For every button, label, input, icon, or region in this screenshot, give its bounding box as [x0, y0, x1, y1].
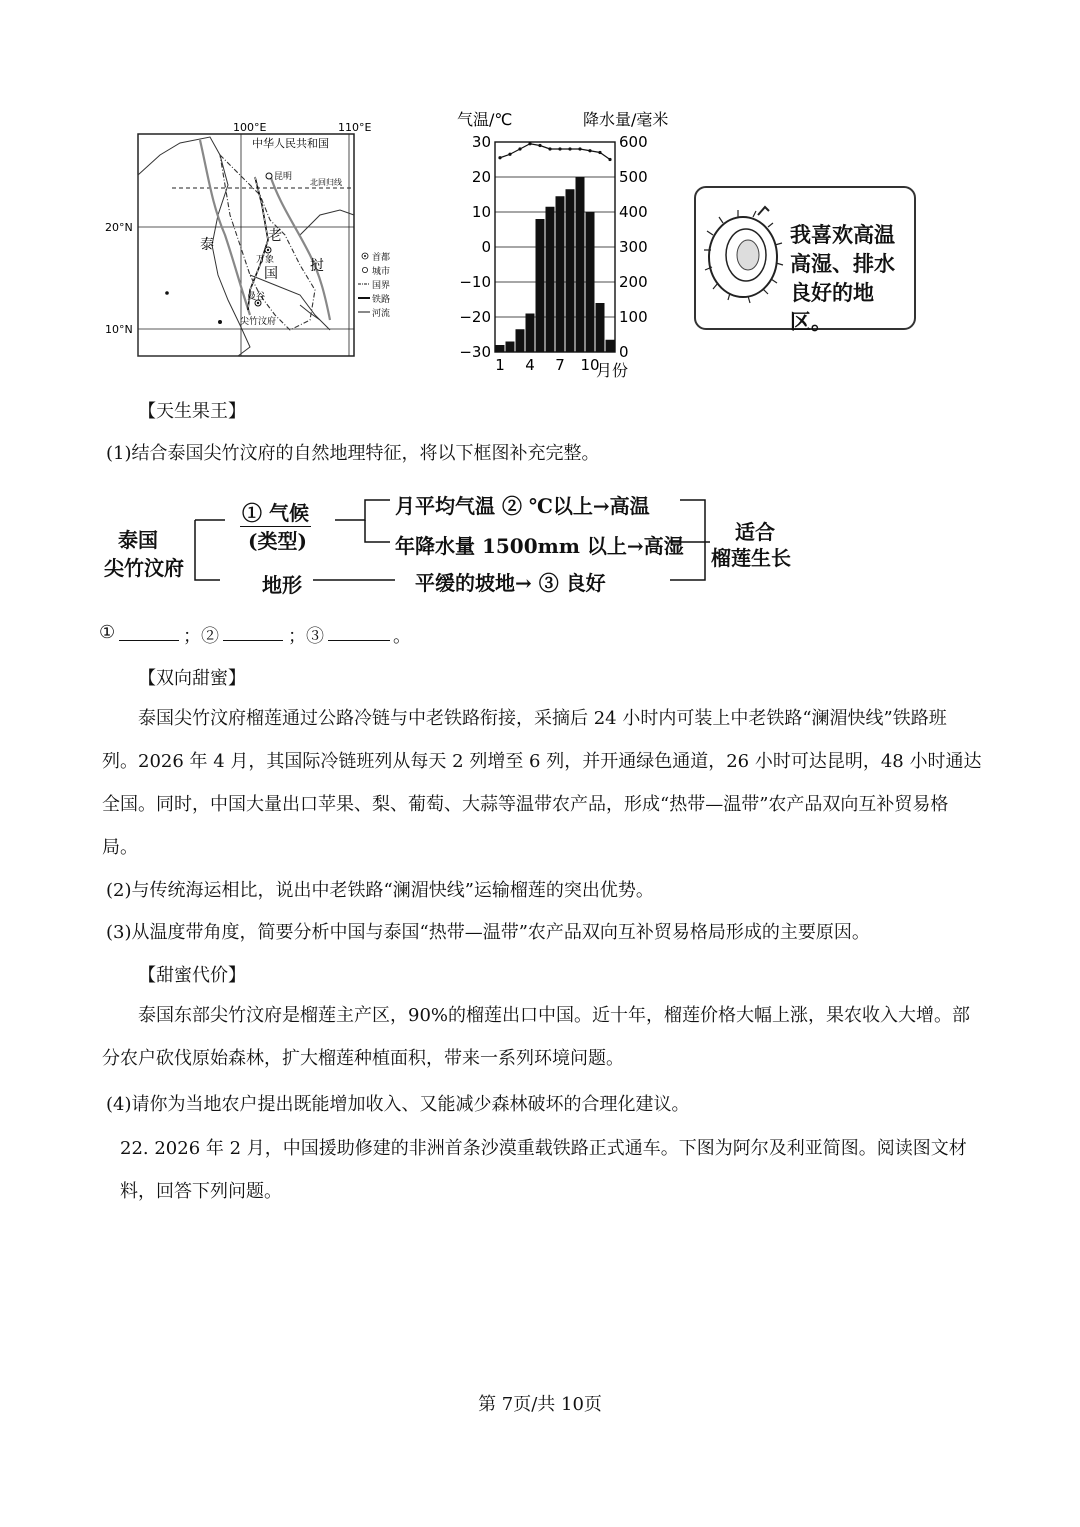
- blank-label-1: ①: [99, 622, 116, 643]
- lon-label: 100°E: [233, 121, 267, 134]
- map-label-vientiane: 万象: [256, 255, 275, 265]
- precip-tick-label: 0: [619, 343, 629, 361]
- legend-river: 河流: [372, 309, 391, 319]
- lon-label: 110°E: [338, 121, 372, 134]
- flow-climate: ① 气候: [240, 497, 311, 527]
- precip-tick-label: 400: [619, 203, 648, 221]
- flow-result: 适合: [735, 520, 775, 544]
- precip-bar: [536, 219, 545, 352]
- legend-border: 国界: [372, 281, 391, 291]
- precip-bar: [516, 329, 525, 352]
- precip-tick-label: 200: [619, 273, 648, 291]
- legend-railway: 铁路: [372, 295, 391, 305]
- answer-blank-2[interactable]: [223, 640, 283, 641]
- map-label-thai: 国: [264, 266, 278, 282]
- precip-bar: [506, 342, 515, 353]
- blank-end: 。: [393, 626, 411, 647]
- precip-bar: [566, 189, 575, 352]
- precip-bar: [606, 340, 615, 352]
- lat-label: 20°N: [105, 221, 133, 234]
- temp-point: [508, 153, 511, 156]
- precip-bar: [556, 196, 565, 352]
- paragraph-material-3: 泰国东部尖竹汶府是榴莲主产区，90%的榴莲出口中国。近十年，榴莲价格大幅上涨，果农收入大增。部分农户砍伐原始森林，扩大榴莲种植面积，带来一系列环境问题。: [102, 1005, 971, 1069]
- temp-point: [608, 158, 611, 161]
- temp-point: [538, 144, 541, 147]
- temp-tick-label: −30: [459, 343, 491, 361]
- question-1: (1)结合泰国尖竹汶府的自然地理特征，将以下框图补充完整。: [106, 443, 600, 464]
- temp-point: [568, 147, 571, 150]
- temp-point: [498, 156, 501, 159]
- question-2: (2)与传统海运相比，说出中老铁路“澜湄快线”运输榴莲的突出优势。: [106, 880, 654, 901]
- temperature-line: [500, 144, 610, 160]
- month-tick-label: 4: [525, 356, 535, 374]
- map-legend: [358, 251, 390, 319]
- temp-point: [588, 149, 591, 152]
- temp-point: [578, 147, 581, 150]
- temp-tick-label: −20: [459, 308, 491, 326]
- flow-precip-line: 年降水量 1500mm 以上→高湿: [395, 534, 684, 558]
- section-title-3: 【甜蜜代价】: [138, 965, 246, 986]
- month-tick-label: 10: [580, 356, 600, 374]
- map-label-tropic: 北回归线: [310, 178, 342, 187]
- flow-result: 榴莲生长: [711, 546, 791, 570]
- precip-tick-label: 600: [619, 133, 648, 151]
- flow-climate-type: (类型): [248, 529, 307, 553]
- x-axis-unit: 月份: [596, 361, 629, 380]
- flow-temp-line: 月平均气温 ② ℃以上→高温: [395, 494, 650, 518]
- temp-point: [558, 147, 561, 150]
- climate-chart: [450, 105, 690, 380]
- precip-tick-label: 500: [619, 168, 648, 186]
- month-tick-label: 1: [495, 356, 505, 374]
- map-label-bangkok: 曼谷: [247, 292, 266, 302]
- question-4: (4)请你为当地农户提出既能增加收入、又能减少森林破坏的合理化建议。: [106, 1094, 690, 1115]
- paragraph-material-2: 泰国尖竹汶府榴莲通过公路冷链与中老铁路衔接，采摘后 24 小时内可装上中老铁路“澜湄快线”铁路班列。2026 年 4 月，其国际冷链班列从每天 2 列增至 6 列，并开通绿色通道，26 小时可达昆明，48 小时通达全国。同时，中国大量出口苹果、梨、葡萄、大蒜等温带农产品，形成“热带—温带”农产品双向互补贸易格局。: [102, 708, 982, 858]
- map-label-lao: 老: [268, 228, 282, 244]
- legend-city: 城市: [372, 267, 391, 277]
- thailand-map: [100, 115, 391, 365]
- flow-terrain-line: 平缓的坡地→ ③ 良好: [415, 571, 606, 595]
- answer-blank-3[interactable]: [328, 640, 390, 641]
- temp-tick-label: −10: [459, 273, 491, 291]
- temp-tick-label: 20: [471, 168, 491, 186]
- durian-icon: [703, 205, 785, 305]
- section-title-1: 【天生果王】: [138, 401, 246, 422]
- answer-blank-1[interactable]: [119, 640, 179, 641]
- map-label-chanthaburi: 尖竹汶府: [240, 317, 277, 327]
- page-footer: 第 7页/共 10页: [478, 1394, 602, 1415]
- precip-bar: [576, 177, 585, 352]
- temp-tick-label: 0: [481, 238, 491, 256]
- precip-bar: [586, 212, 595, 352]
- durian-speech-text: 我喜欢高温高湿、排水良好的地区。: [790, 222, 895, 334]
- map-label-lao: 挝: [310, 258, 324, 274]
- temp-point: [548, 147, 551, 150]
- precip-bar: [526, 314, 535, 353]
- temp-tick-label: 30: [471, 133, 491, 151]
- map-label-china: 中华人民共和国: [252, 137, 329, 150]
- precip-bar: [546, 207, 555, 352]
- temp-point: [518, 147, 521, 150]
- chart-title-precip: 降水量/毫米: [583, 110, 669, 129]
- flow-terrain: 地形: [262, 573, 302, 597]
- month-tick-label: 7: [555, 356, 565, 374]
- temp-point: [598, 151, 601, 154]
- flow-origin: 尖竹汶府: [104, 556, 184, 580]
- precip-bar: [496, 345, 505, 352]
- legend-capital: 首都: [372, 253, 391, 263]
- temp-tick-label: 10: [471, 203, 491, 221]
- blank-label-2: ；②: [183, 626, 219, 647]
- chart-title-temp: 气温/℃: [457, 110, 513, 129]
- question-3: (3)从温度带角度，简要分析中国与泰国“热带—温带”农产品双向互补贸易格局形成的主要原因。: [106, 922, 870, 943]
- question-22: 22. 2026 年 2 月，中国援助修建的非洲首条沙漠重载铁路正式通车。下图为阿尔及利亚简图。阅读图文材料，回答下列问题。: [120, 1138, 967, 1202]
- lat-label: 10°N: [105, 323, 133, 336]
- precip-tick-label: 300: [619, 238, 648, 256]
- blank-label-3: ；③: [288, 626, 324, 647]
- precip-bar: [596, 303, 605, 352]
- flow-origin: 泰国: [118, 528, 158, 552]
- precip-tick-label: 100: [619, 308, 648, 326]
- section-title-2: 【双向甜蜜】: [138, 668, 246, 689]
- map-label-thai: 泰: [200, 237, 214, 253]
- temp-point: [528, 142, 531, 145]
- map-label-kunming: 昆明: [274, 172, 293, 182]
